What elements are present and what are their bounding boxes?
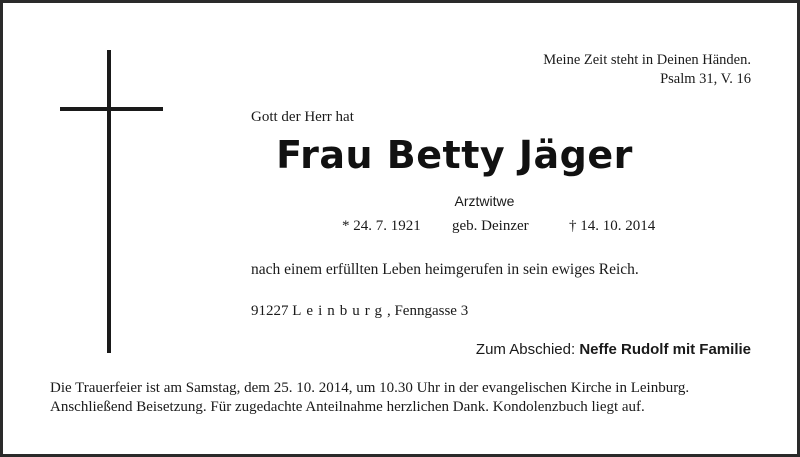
address-street: , Fenngasse 3 [386, 303, 469, 319]
address-postcode: 91227 [251, 303, 289, 319]
bible-verse-text: Meine Zeit steht in Deinen Händen. [543, 52, 751, 68]
ceremony-line-2: Anschließend Beisetzung. Für zugedachte Anteilnahme herzlichen Dank. Kondolenzbuch liegt auf. [50, 399, 645, 415]
death-date: † 14. 10. 2014 [569, 218, 656, 234]
deceased-name: Frau Betty Jäger [276, 133, 633, 177]
intro-text: Gott der Herr hat [251, 109, 354, 125]
ceremony-info [50, 379, 751, 417]
farewell-label: Zum Abschied: [475, 341, 580, 358]
deceased-occupation: Arztwitwe [454, 193, 515, 209]
birth-date: * 24. 7. 1921 [342, 218, 421, 234]
passing-phrase: nach einem erfüllten Leben heimgerufen in sein ewiges Reich. [251, 261, 639, 278]
bible-verse [543, 51, 751, 89]
address-place: Leinburg [292, 303, 387, 319]
mourners: Neffe Rudolf mit Familie [579, 341, 751, 358]
address [251, 303, 468, 320]
maiden-name: geb. Deinzer [452, 218, 529, 234]
ceremony-line-1: Die Trauerfeier ist am Samstag, dem 25. 10. 2014, um 10.30 Uhr in der evangelischen Kirche in Leinburg. [50, 380, 690, 396]
cross-horizontal-bar [60, 107, 163, 111]
bible-verse-reference: Psalm 31, V. 16 [660, 71, 751, 87]
farewell [476, 341, 751, 358]
